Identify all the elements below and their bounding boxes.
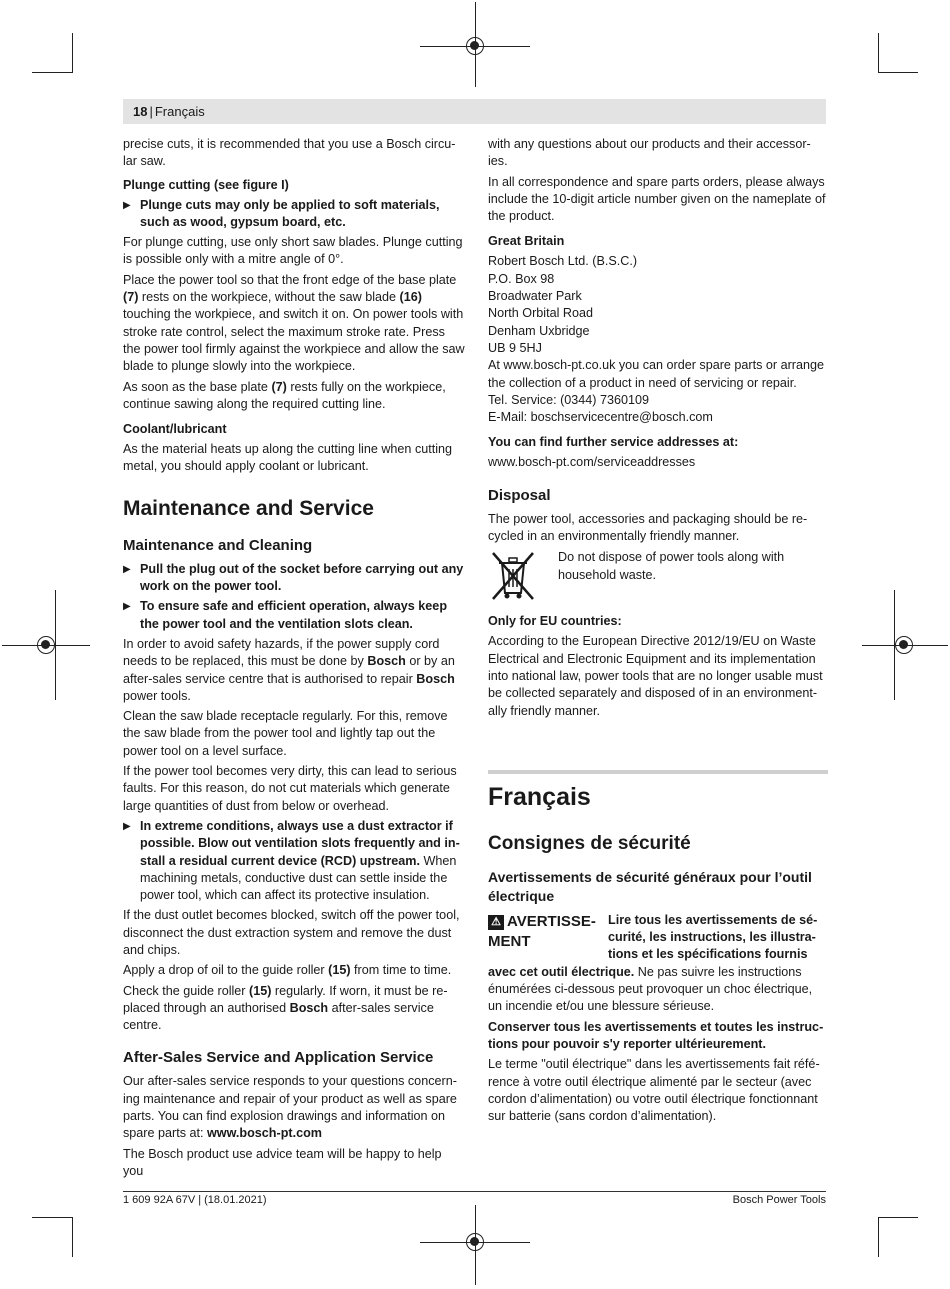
registration-mark-icon bbox=[895, 636, 913, 654]
bullet-arrow-icon: ▶ bbox=[123, 199, 131, 211]
disposal-title: Disposal bbox=[488, 486, 551, 504]
coolant-paragraph: As the material heats up along the cutting line when cutting metal, you should apply coolant or lubricant. bbox=[123, 442, 453, 474]
consignes-heading: Consignes de sécurité bbox=[488, 832, 691, 854]
maintenance-bullet-2: ▶ To ensure safe and efficient operation, always keep the power tool and the ventilation slots clean. bbox=[123, 599, 448, 631]
maintenance-paragraph-4: If the dust outlet becomes blocked, switch off the power tool, disconnect the dust extraction system and remove the dust and chips. bbox=[123, 908, 460, 957]
crop-mark bbox=[72, 33, 73, 73]
address-line: Broadwater Park bbox=[488, 289, 582, 304]
crop-mark bbox=[878, 1217, 918, 1218]
avertissements-heading: Avertissements de sécurité généraux pour l’outil électrique bbox=[488, 868, 812, 904]
left-column bbox=[123, 136, 465, 1183]
plunge-bullet: ▶ Plunge cuts may only be applied to soft materials, such as wood, gypsum board, etc. bbox=[123, 197, 440, 229]
maintenance-paragraph-1: In order to avoid safety hazards, if the power supply cord needs to be replaced, this must be done by Bosch or by an after-sales service centre that is authorised to repair Bosch power tools. bbox=[123, 636, 455, 703]
page-header: 18 | Français bbox=[123, 99, 826, 124]
maintenance-paragraph-5: Apply a drop of oil to the guide roller (15) from time to time. bbox=[123, 963, 452, 978]
coolant-heading: Coolant/lubricant bbox=[123, 422, 227, 437]
gb-paragraph: At www.bosch-pt.co.uk you can order spare parts or arrange the collection of a product in need of servicing or repair. bbox=[488, 358, 824, 390]
warning-triangle-icon: ⚠ bbox=[488, 915, 504, 930]
maintenance-bullet-3: ▶ In extreme conditions, always use a dust extractor if possible. Blow out ventilation slots frequently and in-stall a residual current device (RCD) upstream. When machining metals, conductive dust can settle inside the power tool, which can affect its protective insulation. bbox=[123, 818, 460, 903]
service-paragraph-1: with any questions about our products and their accessor-ies. bbox=[488, 137, 811, 169]
bullet-arrow-icon: ▶ bbox=[123, 601, 131, 613]
maintenance-bullet-1: ▶ Pull the plug out of the socket before carrying out any work on the power tool. bbox=[123, 561, 464, 594]
after-sales-paragraph-1: Our after-sales service responds to your questions concern-ing maintenance and repair of your product as well as spare parts. You can find explosion drawings and information on spare parts at: www.bosch-pt.com bbox=[123, 1074, 457, 1141]
crop-mark bbox=[72, 1217, 73, 1257]
section-divider bbox=[488, 770, 828, 774]
footer-reference: 1 609 92A 67V | (18.01.2021) bbox=[123, 1194, 267, 1206]
crop-mark bbox=[878, 1217, 879, 1257]
address-line: P.O. Box 98 bbox=[488, 271, 555, 286]
address-block bbox=[488, 253, 828, 357]
page-footer bbox=[123, 1191, 826, 1206]
weee-text: Do not dispose of power tools along with household waste. bbox=[558, 550, 785, 582]
address-line: Robert Bosch Ltd. (B.S.C.) bbox=[488, 254, 638, 269]
header-language: Français bbox=[154, 104, 205, 119]
bullet-arrow-icon: ▶ bbox=[123, 563, 131, 575]
intro-paragraph: precise cuts, it is recommended that you use a Bosch circu-lar saw. bbox=[123, 137, 456, 169]
crop-mark bbox=[32, 72, 72, 73]
bullet-arrow-icon: ▶ bbox=[123, 820, 131, 832]
maintenance-title: Maintenance and Service bbox=[123, 496, 374, 520]
right-column bbox=[488, 136, 828, 1128]
plunge-paragraph-3: As soon as the base plate (7) rests fully on the workpiece, continue sawing along the required cutting line. bbox=[123, 379, 446, 411]
address-line: Denham Uxbridge bbox=[488, 323, 590, 338]
maintenance-paragraph-6: Check the guide roller (15) regularly. If worn, it must be re-placed through an authorised Bosch after-sales service centre. bbox=[123, 983, 448, 1033]
conserver-paragraph: Conserver tous les avertissements et toutes les instruc-tions pour pouvoir s'y reporter ultérieurement. bbox=[488, 1019, 824, 1051]
weee-notice bbox=[488, 549, 828, 603]
warning-block bbox=[488, 912, 828, 1016]
maintenance-paragraph-3: If the power tool becomes very dirty, this can lead to serious faults. For this reason, do not cut materials which generate large quantities of dust from below or overhead. bbox=[123, 764, 457, 813]
after-sales-paragraph-2: The Bosch product use advice team will be happy to help you bbox=[123, 1146, 442, 1178]
eu-paragraph: According to the European Directive 2012/19/EU on Waste Electrical and Electronic Equipment and its implementation into national law, power tools that are no longer usable must be collected separately and disposed of in an environment-ally friendly manner. bbox=[488, 634, 823, 718]
crop-mark bbox=[878, 72, 918, 73]
terme-paragraph: Le terme "outil électrique" dans les avertissements fait réfé-rence à votre outil électrique alimenté par le secteur (avec cordon d’alimentation) ou votre outil électrique fonctionnant sur batterie (sans cordon d’alimentation). bbox=[488, 1057, 820, 1124]
francais-title: Français bbox=[488, 782, 591, 811]
bosch-pt-link[interactable]: www.bosch-pt.com bbox=[207, 1126, 322, 1141]
great-britain-heading: Great Britain bbox=[488, 234, 565, 249]
maintenance-paragraph-2: Clean the saw blade receptacle regularly. For this, remove the saw blade from the power tool and lightly tap out the power tool on a level surface. bbox=[123, 709, 448, 758]
registration-mark-icon bbox=[466, 37, 484, 55]
plunge-paragraph-1: For plunge cutting, use only short saw blades. Plunge cutting is possible only with a mitre angle of 0°. bbox=[123, 235, 463, 267]
warning-label: ⚠ AVERTISSE-MENT bbox=[488, 912, 596, 950]
service-paragraph-2: In all correspondence and spare parts orders, please always include the 10-digit article number given on the nameplate of the product. bbox=[488, 174, 826, 224]
registration-mark-icon bbox=[37, 636, 55, 654]
after-sales-heading: After-Sales Service and Application Service bbox=[123, 1049, 434, 1067]
gb-email[interactable]: E-Mail: boschservicecentre@bosch.com bbox=[488, 410, 713, 425]
footer-brand: Bosch Power Tools bbox=[732, 1194, 826, 1206]
eu-heading: Only for EU countries: bbox=[488, 614, 622, 629]
crop-mark bbox=[878, 33, 879, 73]
disposal-paragraph: The power tool, accessories and packaging should be re-cycled in an environmentally friendly manner. bbox=[488, 511, 808, 544]
crop-mark bbox=[32, 1217, 72, 1218]
further-addresses-heading: You can find further service addresses at: bbox=[488, 435, 739, 450]
maintenance-subtitle: Maintenance and Cleaning bbox=[123, 536, 313, 554]
crop-mark bbox=[55, 590, 56, 700]
address-line: UB 9 5HJ bbox=[488, 340, 542, 355]
warning-text: Lire tous les avertissements de sé-curité, les instructions, les illustra-tions et les spécifications fournis avec cet outil électrique. Ne pas suivre les instructions énumérées ci-dessous peut provoquer un choc électrique, un incendie et/ou une blessure sérieuse. bbox=[488, 912, 818, 1014]
plunge-heading: Plunge cutting (see figure I) bbox=[123, 177, 289, 192]
plunge-paragraph-2: Place the power tool so that the front edge of the base plate (7) rests on the workpiece, without the saw blade (16) touching the workpiece, and switch it on. On power tools with stroke rate control, select the maximum stroke rate. Press the power tool firmly against the workpiece and allow the saw blade to plunge slowly into the workpiece. bbox=[123, 272, 465, 374]
gb-telephone: Tel. Service: (0344) 7360109 bbox=[488, 392, 650, 407]
registration-mark-icon bbox=[466, 1233, 484, 1251]
service-addresses-link[interactable]: www.bosch-pt.com/serviceaddresses bbox=[488, 455, 696, 470]
address-line: North Orbital Road bbox=[488, 306, 593, 321]
page-number: 18 bbox=[133, 104, 148, 119]
crossed-out-bin-icon bbox=[488, 549, 538, 603]
